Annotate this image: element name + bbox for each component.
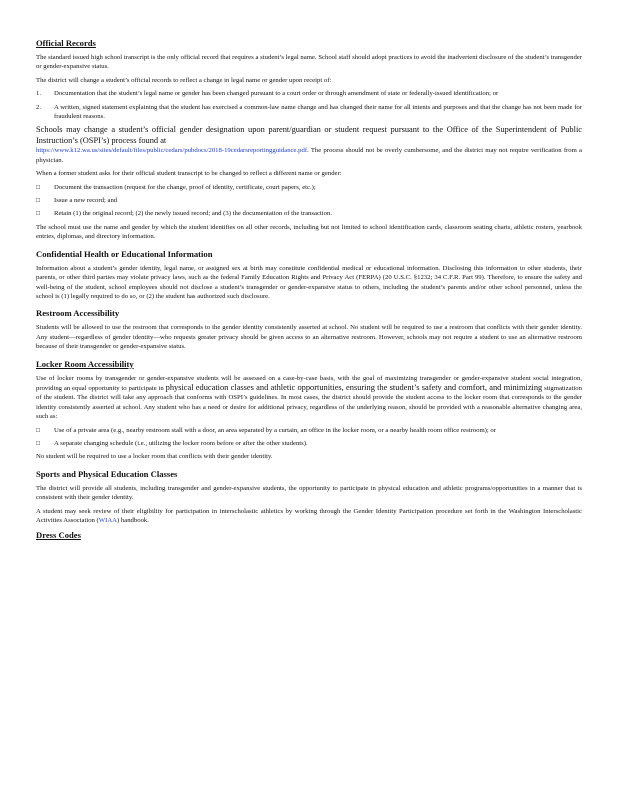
section-heading-official-records: Official Records (36, 38, 96, 48)
checkbox-bullet-icon: □ (36, 440, 41, 448)
bullet-item: □ Issue a new record; and (36, 197, 118, 205)
paragraph: The standard issued high school transcript is the only official record that requires a student’s legal name. School staff should adopt practices to avoid the inadvertent disclosure of the student’s transgender or gender-expansive status. (36, 54, 582, 71)
section-heading-sports: Sports and Physical Education Classes (36, 468, 178, 479)
checkbox-bullet-icon: □ (36, 210, 41, 218)
paragraph: Students will be allowed to use the restroom that corresponds to the gender identity consistently asserted at school. No student will be required to use a restroom that conflicts with their gender identity. Any student—regardless of gender identity—who requests greater privacy should be given access to an alternative restroom. However, schools may not require a student to use an alternative restroom because of their transgender or gender-expansive status. (36, 324, 582, 351)
wiaa-link[interactable]: WIAA (98, 517, 117, 525)
bullet-item: □ A separate changing schedule (i.e., utilizing the locker room before or after the other students). (36, 440, 308, 448)
paragraph: Use of locker rooms by transgender or gender-expansive students will be assessed on a case-by-case basis, with the goal of maximizing transgender or gender-expansive student social integration, providing an equal opportunity to participate in physical education classes and athletic opportunities, ensuring the student’s safety and comfort, and minimizing stigmatization of the student. The district will take any approach that conforms with OSPI’s guidelines. In most cases, the district should provide the student access to the locker room that corresponds to the gender identity consistently asserted at school. Any student who has a need or desire for additional privacy, regardless of the underlying reason, should be provided with a reasonable alternative changing area, such as: (36, 374, 582, 421)
checkbox-bullet-icon: □ (36, 197, 41, 205)
paragraph: The school must use the name and gender by which the student identifies on all other records, including but not limited to school identification cards, classroom seating charts, athletic rosters, yearbook entries, diplomas, and directory information. (36, 223, 582, 241)
bullet-item: □ Use of a private area (e.g., nearby restroom stall with a door, an area separated by a curtain, an office in the locker room, or a nearby health room office restroom); or (36, 426, 496, 434)
list-item: 1. Documentation that the student’s legal name or gender has been changed pursuant to a court order or through amendment of state or federally-issued identification; or (36, 90, 499, 98)
paragraph: Schools may change a student’s official gender designation upon parent/guardian or student request pursuant to the Office of the Superintendent of Public Instruction’s (OSPI’s) process found at (36, 125, 582, 145)
section-heading-locker-room: Locker Room Accessibility (36, 358, 134, 369)
section-heading-dress-codes: Dress Codes (36, 529, 81, 540)
bullet-item: □ Document the transaction (request for the change, proof of identity, certificate, court papers, etc.); (36, 183, 316, 191)
checkbox-bullet-icon: □ (36, 426, 41, 434)
paragraph: https://www.k12.wa.us/sites/default/files/public/cedars/pubdocs/2018-19cedarsreportingguidance.pdf. The process should not be overly cumbersome, and the district may not require verification from a physician. (36, 147, 582, 164)
section-heading-restroom: Restroom Accessibility (36, 308, 120, 319)
paragraph: The district will provide all students, including transgender and gender-expansive students, the opportunity to participate in physical education and athletic programs/opportunities in a manner that is consistent with their gender identity. (36, 484, 582, 502)
paragraph: A student may seek review of their eligibility for participation in interscholastic athletics by working through the Gender Identity Participation procedure set forth in the Washington Interscholastic Activities Association (WIAA) handbook. (36, 507, 582, 525)
paragraph: When a former student asks for their official student transcript to be changed to reflect a different name or gender: (36, 170, 342, 178)
ospi-guidance-link[interactable]: https://www.k12.wa.us/sites/default/files/public/cedars/pubdocs/2018-19cedarsreportingguidance.pdf (36, 147, 308, 155)
checkbox-bullet-icon: □ (36, 183, 41, 191)
document-page (36, 38, 582, 541)
paragraph: Information about a student’s gender identity, legal name, or assigned sex at birth may constitute confidential medical or educational information. Disclosing this information to other students, their parents, or other third parties may violate privacy laws, such as the federal Family Education Rights and Privacy Act (FERPA) (20 U.S.C. §1232; 34 C.F.R. Part 99). Therefore, to ensure the safety and well-being of the student, school employees should not disclose a student’s transgender or gender-expansive status to others, including the student’s parents and/or other school personnel, unless the school is (1) legally required to do so, or (2) the student has authorized such disclosure. (36, 264, 582, 300)
paragraph: No student will be required to use a locker room that conflicts with their gender identity. (36, 453, 273, 461)
list-item: 2. A written, signed statement explaining that the student has exercised a common-law name change and has changed their name for all intents and purposes and that the change has not been made for fraudulent reasons. (36, 103, 582, 121)
paragraph: The district will change a student’s official records to reflect a change in legal name or gender upon receipt of: (36, 76, 332, 84)
section-heading-confidential: Confidential Health or Educational Information (36, 248, 213, 259)
bullet-item: □ Retain (1) the original record; (2) the newly issued record; and (3) the documentation of the transaction. (36, 210, 332, 218)
